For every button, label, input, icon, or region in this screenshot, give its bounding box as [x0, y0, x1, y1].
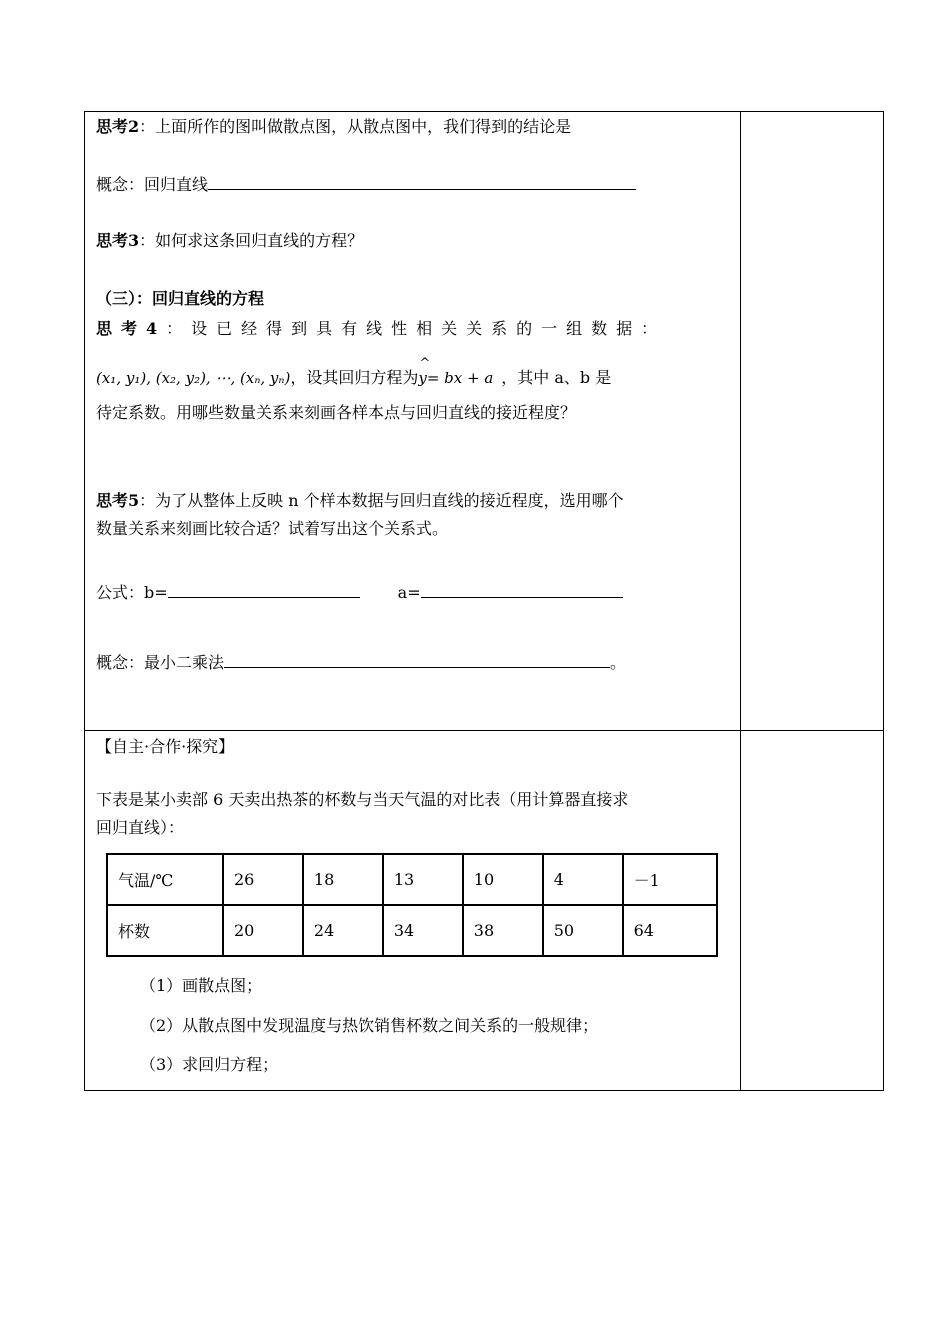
- think4-label: 思考4: [96, 319, 167, 338]
- regression-equation-rhs: = bx + a: [426, 369, 494, 387]
- row-divider: [84, 730, 884, 731]
- concept-lsm-label: 概念：最小二乘法: [96, 653, 225, 672]
- section3-title: （三）：回归直线的方程: [96, 289, 265, 308]
- think2-text: ：上面所作的图叫做散点图，从散点图中，我们得到的结论是: [139, 117, 572, 136]
- table-cell: 20: [223, 905, 303, 956]
- think5-label: 思考5: [96, 491, 140, 510]
- table-cell: 杯数: [107, 905, 223, 956]
- think5-text: ：为了从整体上反映 n 个样本数据与回归直线的接近程度，选用哪个: [139, 491, 624, 510]
- column-divider: [740, 111, 741, 1091]
- regression-equation: ^ y: [418, 356, 431, 387]
- think5-line1: [96, 491, 624, 511]
- table-cell: 34: [383, 905, 463, 956]
- data-points-formula: (x₁, y₁), (x₂, y₂), ⋯, (xₙ, yₙ): [96, 369, 291, 387]
- temperature-cups-table: [106, 853, 718, 957]
- question-1: （1）画散点图；: [140, 976, 263, 995]
- lsm-answer-blank: [224, 652, 610, 668]
- table-cell: 26: [223, 854, 303, 905]
- formula-b-label: 公式：b=: [96, 583, 168, 602]
- think4-mid: ，设其回归方程为: [290, 368, 419, 387]
- table-row-cups: [107, 905, 717, 956]
- concept-lsm-line: [96, 652, 626, 673]
- table-cell: 38: [463, 905, 543, 956]
- question-2: （2）从散点图中发现温度与热饮销售杯数之间关系的一般规律；: [140, 1016, 599, 1035]
- think4-text: ：设已经得到具有线性相关关系的一组数据：: [166, 319, 667, 338]
- think4-line2: [96, 356, 612, 388]
- table-cell: 4: [543, 854, 623, 905]
- concept-regression-line: [96, 174, 636, 195]
- think4-line1: [96, 319, 666, 339]
- think4-tail: ，其中 a、b 是: [501, 368, 612, 387]
- table-cell: －1: [623, 854, 717, 905]
- table-row-temperature: [107, 854, 717, 905]
- think5-line2: 数量关系来刻画比较合适？试着写出这个关系式。: [96, 519, 449, 538]
- table-cell: 24: [303, 905, 383, 956]
- question-3: （3）求回归方程；: [140, 1055, 279, 1074]
- think3-label: 思考3: [96, 231, 140, 250]
- think3-line: [96, 231, 363, 251]
- explore-intro-line1: 下表是某小卖部 6 天卖出热茶的杯数与当天气温的对比表（用计算器直接求: [96, 790, 629, 809]
- concept-lsm-end: 。: [610, 653, 627, 672]
- formula-b-blank: [168, 582, 360, 598]
- table-cell: 64: [623, 905, 717, 956]
- think2-label: 思考2: [96, 117, 140, 136]
- regression-answer-blank: [208, 174, 636, 190]
- formula-line: [96, 582, 623, 603]
- think3-text: ：如何求这条回归直线的方程？: [139, 231, 364, 250]
- think4-line3: 待定系数。用哪些数量关系来刻画各样本点与回归直线的接近程度？: [96, 403, 577, 422]
- table-cell: 气温/℃: [107, 854, 223, 905]
- table-cell: 50: [543, 905, 623, 956]
- formula-a-blank: [421, 582, 623, 598]
- explore-title: 【自主·合作·探究】: [96, 737, 235, 756]
- formula-a-label: a=: [397, 583, 421, 602]
- table-cell: 18: [303, 854, 383, 905]
- table-cell: 13: [383, 854, 463, 905]
- think2-line: [96, 117, 571, 137]
- explore-intro-line2: 回归直线）：: [96, 818, 185, 837]
- concept-regression-label: 概念：回归直线: [96, 175, 209, 194]
- table-cell: 10: [463, 854, 543, 905]
